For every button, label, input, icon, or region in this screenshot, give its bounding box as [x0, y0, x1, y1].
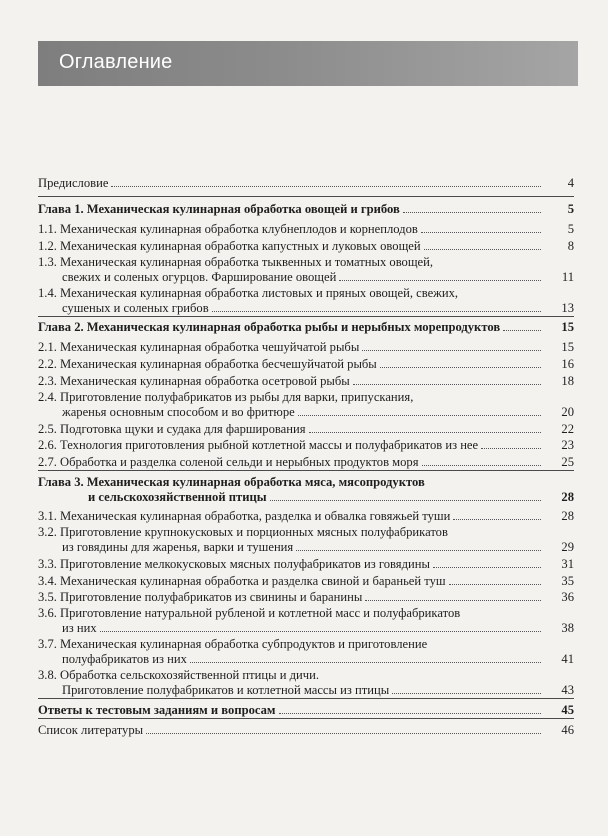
- toc-section-2-1[interactable]: [38, 340, 574, 354]
- toc-entry-title: свежих и соленых огурцов. Фарширование овощей: [62, 270, 337, 284]
- toc-entry-title: 2.7. Обработка и разделка соленой сельди и нерыбных продуктов моря: [38, 455, 419, 469]
- toc-page-number: 23: [561, 438, 574, 452]
- toc-page-number: 15: [561, 340, 574, 354]
- toc-page-number: 28: [561, 490, 574, 504]
- toc-entry-answers[interactable]: [38, 703, 574, 717]
- toc-section-3-5[interactable]: [38, 590, 574, 604]
- leader-dots: [270, 500, 541, 501]
- leader-dots: [392, 693, 541, 694]
- toc-page-number: 28: [561, 509, 574, 523]
- leader-dots: [309, 432, 541, 433]
- divider: [38, 470, 574, 471]
- toc-section-2-3[interactable]: [38, 374, 574, 388]
- toc-section-3-6[interactable]: [38, 621, 574, 635]
- toc-entry-title: и сельскохозяйственной птицы: [88, 490, 267, 504]
- toc-chapter-2[interactable]: [38, 320, 574, 334]
- divider: [38, 698, 574, 699]
- toc-entry-title: 2.6. Технология приготовления рыбной котлетной массы и полуфабрикатов из нее: [38, 438, 479, 452]
- toc-chapter-3-line1: Глава 3. Механическая кулинарная обработка мяса, мясопродуктов: [38, 475, 425, 489]
- toc-section-1-3[interactable]: [38, 270, 574, 284]
- toc-page-number: 5: [567, 222, 574, 236]
- toc-section-3-2-line1: 3.2. Приготовление крупнокусковых и порционных мясных полуфабрикатов: [38, 525, 448, 539]
- leader-dots: [190, 662, 541, 663]
- leader-dots: [481, 448, 541, 449]
- toc-page-number: 22: [561, 422, 574, 436]
- toc-entry-title: Глава 2. Механическая кулинарная обработка рыбы и нерыбных морепродуктов: [38, 320, 501, 334]
- toc-page-number: 29: [561, 540, 574, 554]
- toc-section-2-7[interactable]: [38, 455, 574, 469]
- toc-page-number: 4: [567, 176, 574, 190]
- toc-section-3-7[interactable]: [38, 652, 574, 666]
- divider: [38, 196, 574, 197]
- toc-entry-title: 1.2. Механическая кулинарная обработка капустных и луковых овощей: [38, 239, 421, 253]
- leader-dots: [353, 384, 541, 385]
- toc-entry-title: полуфабрикатов из них: [62, 652, 187, 666]
- toc-entry-title: из них: [62, 621, 97, 635]
- toc-chapter-1[interactable]: [38, 202, 574, 216]
- toc-page-number: 38: [561, 621, 574, 635]
- leader-dots: [279, 713, 542, 714]
- toc-section-1-2[interactable]: [38, 239, 574, 253]
- toc-section-2-4-line1: 2.4. Приготовление полуфабрикатов из рыбы для варки, припускания,: [38, 390, 414, 404]
- toc-section-3-1[interactable]: [38, 509, 574, 523]
- toc-section-1-3-line1: 1.3. Механическая кулинарная обработка тыквенных и томатных овощей,: [38, 255, 434, 269]
- page-title: Оглавление: [59, 51, 173, 73]
- toc-page-number: 15: [561, 320, 574, 334]
- toc-page-number: 8: [567, 239, 574, 253]
- toc-entry-title: 3.4. Механическая кулинарная обработка и разделка свиной и бараньей туш: [38, 574, 446, 588]
- leader-dots: [100, 631, 541, 632]
- leader-dots: [449, 584, 541, 585]
- leader-dots: [424, 249, 541, 250]
- leader-dots: [339, 280, 541, 281]
- toc-entry-title: Предисловие: [38, 176, 109, 190]
- toc-entry-title: Ответы к тестовым заданиям и вопросам: [38, 703, 276, 717]
- leader-dots: [212, 311, 541, 312]
- toc-entry-title: 1.1. Механическая кулинарная обработка клубнеплодов и корнеплодов: [38, 222, 418, 236]
- toc-chapter-3[interactable]: [38, 490, 574, 504]
- toc-page-number: 31: [561, 557, 574, 571]
- toc-page-number: 13: [561, 301, 574, 315]
- toc-entry-title: жаренья основным способом и во фритюре: [62, 405, 295, 419]
- toc-section-3-8[interactable]: [38, 683, 574, 697]
- leader-dots: [503, 330, 541, 331]
- toc-entry-title: 3.1. Механическая кулинарная обработка, разделка и обвалка говяжьей туши: [38, 509, 451, 523]
- leader-dots: [422, 465, 541, 466]
- toc-entry-title: Список литературы: [38, 723, 144, 737]
- leader-dots: [403, 212, 541, 213]
- toc-section-3-2[interactable]: [38, 540, 574, 554]
- toc-entry-title: Глава 1. Механическая кулинарная обработка овощей и грибов: [38, 202, 400, 216]
- toc-section-3-3[interactable]: [38, 557, 574, 571]
- toc-section-2-6[interactable]: [38, 438, 574, 452]
- toc-entry-title: Приготовление полуфабрикатов и котлетной массы из птицы: [62, 683, 390, 697]
- divider: [38, 718, 574, 719]
- toc-entry-title: 3.5. Приготовление полуфабрикатов из свинины и баранины: [38, 590, 363, 604]
- toc-section-2-5[interactable]: [38, 422, 574, 436]
- toc-entry-title: 2.5. Подготовка щуки и судака для фарширования: [38, 422, 306, 436]
- toc-section-1-4[interactable]: [38, 301, 574, 315]
- toc-entry-title: 2.1. Механическая кулинарная обработка чешуйчатой рыбы: [38, 340, 360, 354]
- toc-entry-bibliography[interactable]: [38, 723, 574, 737]
- leader-dots: [298, 415, 541, 416]
- leader-dots: [296, 550, 541, 551]
- leader-dots: [380, 367, 541, 368]
- divider: [38, 316, 574, 317]
- toc-page-number: 43: [561, 683, 574, 697]
- toc-entry-title: сушеных и соленых грибов: [62, 301, 209, 315]
- toc-entry-preface[interactable]: [38, 176, 574, 190]
- toc-entry-title: 2.2. Механическая кулинарная обработка бесчешуйчатой рыбы: [38, 357, 377, 371]
- leader-dots: [362, 350, 541, 351]
- toc-section-2-2[interactable]: [38, 357, 574, 371]
- toc-entry-title: из говядины для жаренья, варки и тушения: [62, 540, 294, 554]
- toc-page-number: 16: [561, 357, 574, 371]
- toc-section-3-8-line1: 3.8. Обработка сельскохозяйственной птицы и дичи.: [38, 668, 319, 682]
- toc-page-number: 20: [561, 405, 574, 419]
- toc-section-1-4-line1: 1.4. Механическая кулинарная обработка листовых и пряных овощей, свежих,: [38, 286, 459, 300]
- toc-page-number: 18: [561, 374, 574, 388]
- toc-section-3-6-line1: 3.6. Приготовление натуральной рубленой и котлетной масс и полуфабрикатов: [38, 606, 461, 620]
- toc-page-number: 45: [561, 703, 574, 717]
- toc-page-number: 5: [567, 202, 574, 216]
- header-band: [38, 41, 578, 86]
- toc-page-number: 25: [561, 455, 574, 469]
- toc-section-3-7-line1: 3.7. Механическая кулинарная обработка субпродуктов и приготовление: [38, 637, 428, 651]
- toc-section-3-4[interactable]: [38, 574, 574, 588]
- toc-page-number: 46: [561, 723, 574, 737]
- toc-section-1-1[interactable]: [38, 222, 574, 236]
- toc-entry-title: 2.3. Механическая кулинарная обработка осетровой рыбы: [38, 374, 350, 388]
- toc-section-2-4[interactable]: [38, 405, 574, 419]
- leader-dots: [421, 232, 541, 233]
- toc-page-number: 41: [561, 652, 574, 666]
- leader-dots: [146, 733, 541, 734]
- toc-entry-title: 3.3. Приготовление мелкокусковых мясных полуфабрикатов из говядины: [38, 557, 430, 571]
- toc-page-number: 35: [561, 574, 574, 588]
- leader-dots: [365, 600, 541, 601]
- leader-dots: [433, 567, 541, 568]
- leader-dots: [453, 519, 541, 520]
- toc-page-number: 11: [561, 270, 574, 284]
- leader-dots: [111, 186, 541, 187]
- toc-page-number: 36: [561, 590, 574, 604]
